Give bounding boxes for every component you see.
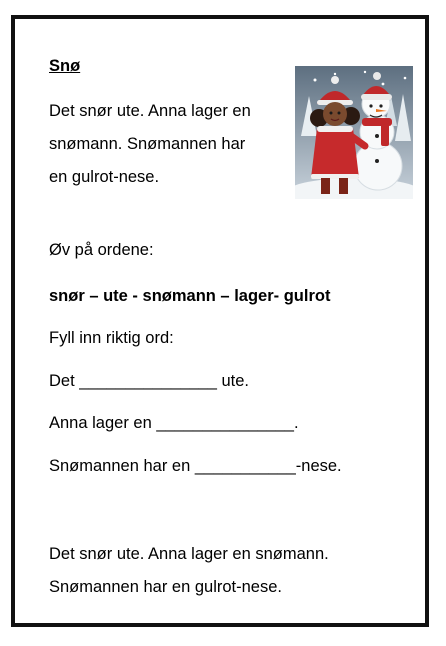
fill-sentence-3: Snømannen har en ___________-nese. (49, 457, 342, 475)
final-text (49, 538, 409, 604)
word-list: snør – ute - snømann – lager- gulrot (49, 287, 331, 305)
page-title: Snø (49, 57, 81, 75)
final-line-2: Snømannen har en gulrot-nese. (49, 578, 282, 596)
intro-line-1: Det snør ute. Anna lager en (49, 102, 251, 120)
final-line-1: Det snør ute. Anna lager en snømann. (49, 545, 329, 563)
practice-heading: Øv på ordene: (49, 241, 154, 259)
intro-line-2: snømann. Snømannen har (49, 135, 246, 153)
worksheet-frame (11, 15, 429, 627)
intro-line-3: en gulrot-nese. (49, 168, 160, 186)
snowman-illustration (295, 66, 413, 199)
fill-sentence-1: Det _______________ ute. (49, 372, 250, 390)
fill-sentence-2: Anna lager en _______________. (49, 414, 299, 432)
fill-in-heading: Fyll inn riktig ord: (49, 329, 174, 347)
intro-text (49, 95, 299, 194)
